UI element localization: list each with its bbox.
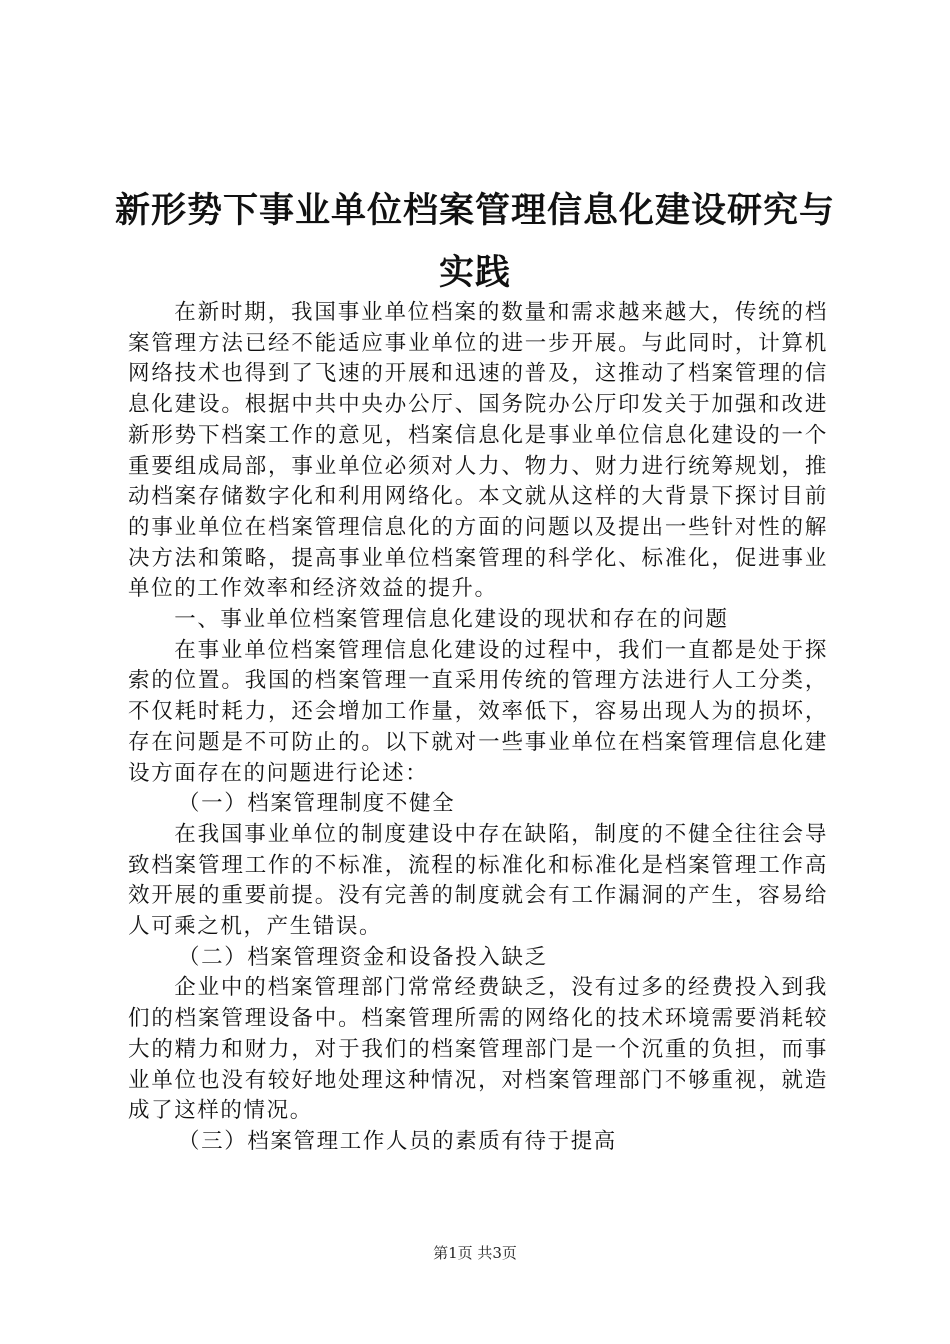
subsection-2-paragraph: 企业中的档案管理部门常常经费缺乏，没有过多的经费投入到我们的档案管理设备中。档案管理所需的网络化的技术环境需要消耗较大的精力和财力，对于我们的档案管理部门是一个沉重的负担，而事业单位也没有较好地处理这种情况，对档案管理部门不够重视，就造成了这样的情况。	[128, 975, 828, 1124]
section-heading-1: 一、事业单位档案管理信息化建设的现状和存在的问题	[174, 607, 729, 633]
intro-paragraph: 在新时期，我国事业单位档案的数量和需求越来越大，传统的档案管理方法已经不能适应事业单位的进一步开展。与此同时，计算机网络技术也得到了飞速的开展和迅速的普及，这推动了档案管理的信息化建设。根据中共中央办公厅、国务院办公厅印发关于加强和改进新形势下档案工作的意见，档案信息化是事业单位信息化建设的一个重要组成局部，事业单位必须对人力、物力、财力进行统筹规划，推动档案存储数字化和利用网络化。本文就从这样的大背景下探讨目前的事业单位在档案管理信息化的方面的问题以及提出一些针对性的解决方法和策略，提高事业单位档案管理的科学化、标准化，促进事业单位的工作效率和经济效益的提升。	[128, 300, 828, 602]
subsection-1-paragraph: 在我国事业单位的制度建设中存在缺陷，制度的不健全往往会导致档案管理工作的不标准，流程的标准化和标准化是档案管理工作高效开展的重要前提。没有完善的制度就会有工作漏洞的产生，容易给人可乘之机，产生错误。	[128, 821, 828, 940]
subsection-heading-2: （二）档案管理资金和设备投入缺乏	[178, 944, 548, 970]
page-number-footer: 第1页 共3页	[433, 1244, 517, 1262]
section-1-paragraph: 在事业单位档案管理信息化建设的过程中，我们一直都是处于探索的位置。我国的档案管理一直采用传统的管理方法进行人工分类，不仅耗时耗力，还会增加工作量，效率低下，容易出现人为的损坏，存在问题是不可防止的。以下就对一些事业单位在档案管理信息化建设方面存在的问题进行论述：	[128, 637, 828, 786]
subsection-heading-1: （一）档案管理制度不健全	[178, 791, 456, 817]
document-body	[128, 298, 828, 1158]
subsection-heading-3: （三）档案管理工作人员的素质有待于提高	[178, 1128, 617, 1154]
document-title: 新形势下事业单位档案管理信息化建设研究与实践	[114, 190, 835, 293]
